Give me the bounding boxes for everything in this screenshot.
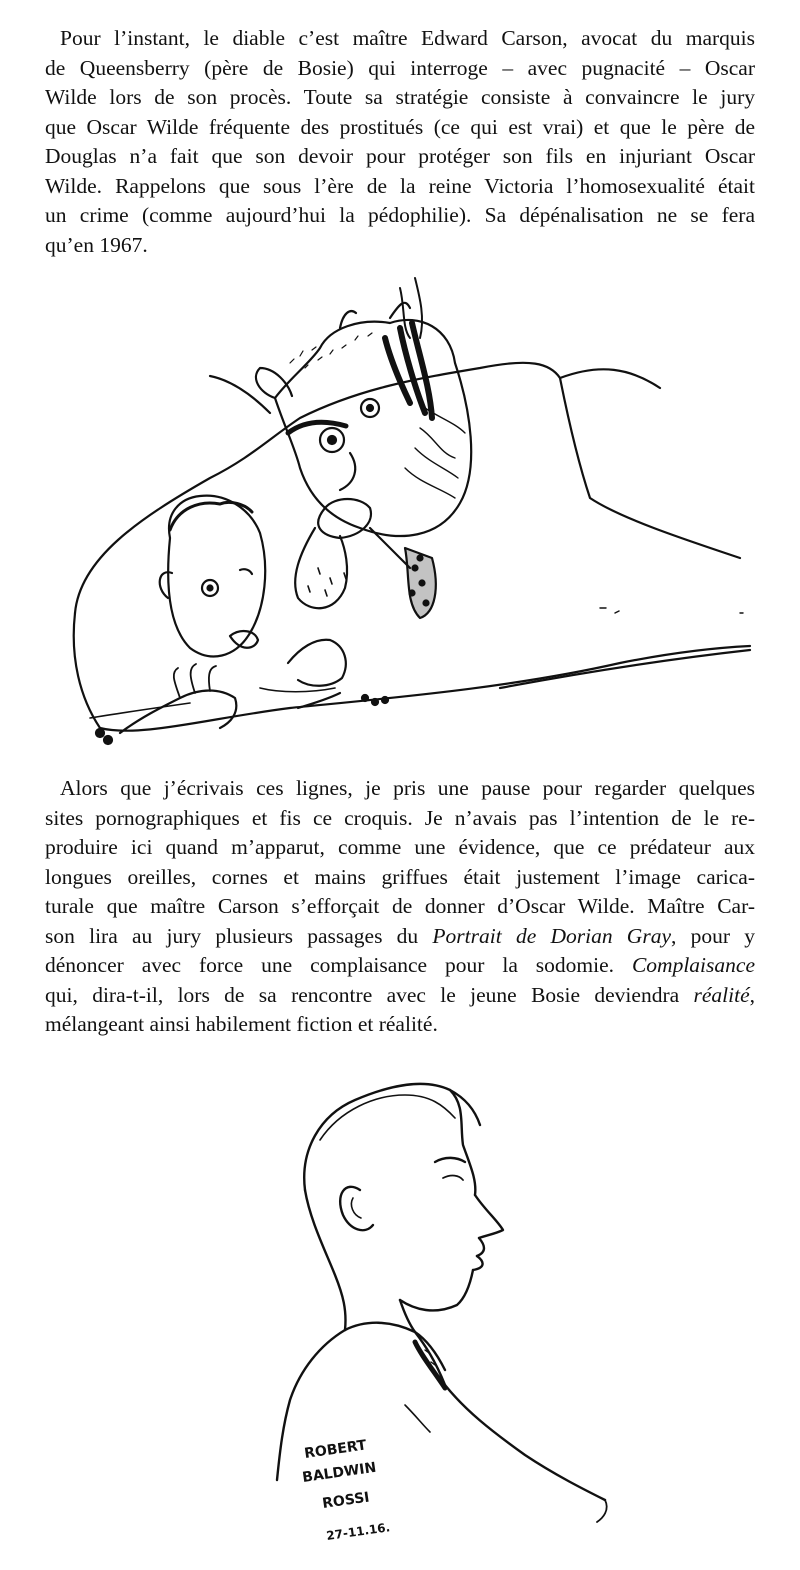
paragraph-2-line: mélangeant ainsi habilement fiction et réalité. xyxy=(45,1012,438,1036)
text-segment: qui, dira-t-il, lors de sa rencontre avec le jeune Bosie deviendra xyxy=(45,982,694,1007)
signature-block xyxy=(301,1437,391,1543)
paragraph-1-line: Wilde lors de son procès. Toute sa stratégie consiste à convaincre le jury xyxy=(45,85,755,109)
paragraph-1-line: un crime (comme aujourd’hui la pédophilie). Sa dépénalisation ne se fera xyxy=(45,203,755,227)
paragraph-2 xyxy=(45,774,755,1040)
signature-line: ROSSI xyxy=(321,1489,371,1512)
paragraph-1-line: que Oscar Wilde fréquente des prostitués (ce qui est vrai) et que le père de xyxy=(45,114,755,139)
paragraph-1-line: de Queensberry (père de Bosie) qui interroge – avec pugnacité – Oscar xyxy=(45,55,755,80)
paragraph-1-line: Pour l’instant, le diable c’est maître Edward Carson, avocat du marquis xyxy=(60,26,755,50)
paragraph-2-line xyxy=(45,922,755,952)
text-segment: dénoncer avec force une complaisance pour la sodomie. xyxy=(45,953,632,977)
paragraph-2-line: turale que maître Carson s’efforçait de donner d’Oscar Wilde. Maître Car- xyxy=(45,894,755,918)
signature-date: 27-11.16. xyxy=(325,1520,391,1543)
paragraph-2-line xyxy=(45,951,755,981)
signature-line: BALDWIN xyxy=(301,1459,378,1486)
signature-line: ROBERT xyxy=(303,1437,368,1462)
paragraph-1-line: qu’en 1967. xyxy=(45,232,148,257)
paragraph-2-line: produire ici quand m’apparut, comme une évidence, que ce prédateur aux xyxy=(45,835,755,859)
paragraph-1-line: Wilde. Rappelons que sous l’ère de la reine Victoria l’homosexualité était xyxy=(45,173,755,198)
text-segment: , xyxy=(749,982,755,1007)
paragraph-1 xyxy=(45,24,755,260)
paragraph-2-line: Alors que j’écrivais ces lignes, je pris une pause pour regarder quelques xyxy=(60,776,755,800)
text-segment: , pour y xyxy=(671,923,755,948)
paragraph-1-line: Douglas n’a fait que son devoir pour protéger son fils en injuriant Oscar xyxy=(45,144,755,168)
paragraph-2-line: longues oreilles, cornes et mains griffues était justement l’image carica- xyxy=(45,864,755,889)
devil-caricature-drawing xyxy=(60,268,760,763)
book-title-italic: Portrait de Dorian Gray xyxy=(432,923,671,948)
text-segment: son lira au jury plusieurs passages du xyxy=(45,923,433,948)
paragraph-2-line: sites pornographiques et fis ce croquis. Je n’avais pas l’intention de le re- xyxy=(45,805,755,830)
portrait-sketch-drawing xyxy=(265,1070,625,1550)
emphasis-italic: réalité xyxy=(693,982,750,1007)
emphasis-italic: Complaisance xyxy=(631,953,755,977)
paragraph-2-line xyxy=(45,981,755,1011)
